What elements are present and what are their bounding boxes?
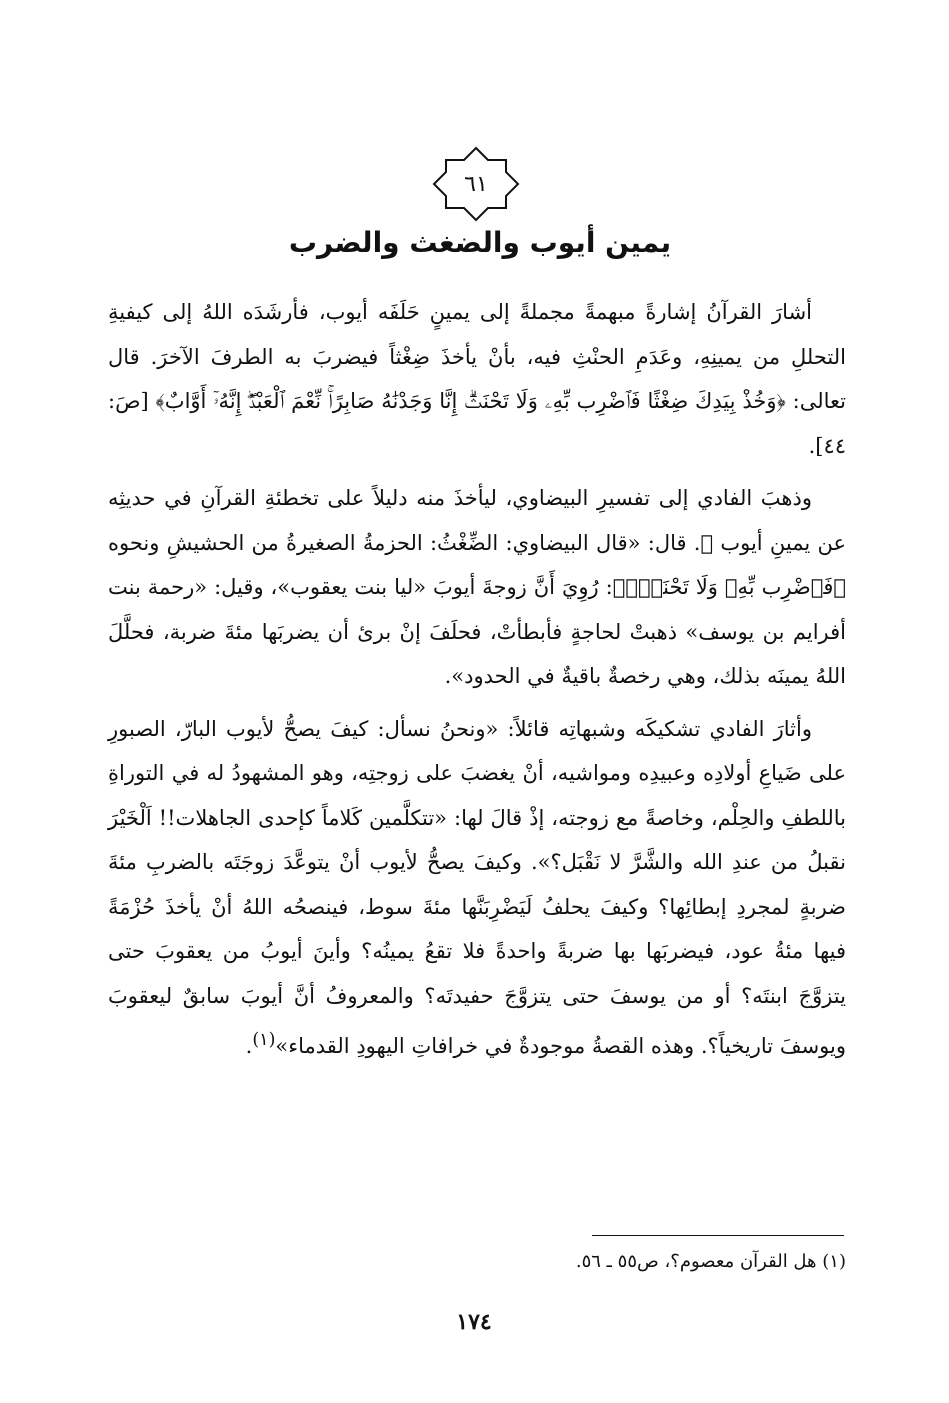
paragraph-text: : رُوِيَ أَنَّ زوجةَ أيوبَ «ليا بنت يعقوب»، وقيل: «رحمة بنت أفرايم بن يوسف» ذهبتْ لحاجةٍ فأبطأتْ، فحلَفَ إنْ برئ أن يضربَها مئةَ ضربة، فحلَّلَ اللهُ يمينَه بذلك، وهي رخصةٌ باقيةٌ في الحدود». xyxy=(108,575,846,688)
paragraph-text: وأثارَ الفادي تشكيكَه وشبهاتِه قائلاً: «ونحنُ نسأل: كيفَ يصحُّ لأيوب البارّ، الصبورِ على ضَياعِ أولادِه وعبيدِه ومواشيه، أنْ يغضبَ على زوجتِه، وهو المشهودُ له في التوراةِ باللطفِ والحِلْم، وخاصةً مع زوجته، إذْ قالَ لها: «تتكلَّمين كَلاماً كإحدى الجاهلات!! اَلْخَيْرَ نقبلُ من عندِ الله والشَّرَّ لا نَقْبَل؟». وكيفَ يصحُّ لأيوب أنْ يتوعَّدَ زوجَتَه بالضربِ مئةَ ضربةٍ لمجردِ إبطائِها؟ وكيفَ يحلفُ لَيَضْرِبَنَّها مئةَ سوط، فينصحُه اللهُ أنْ يأخذَ حُزْمَةً فيها مئةُ عود، فيضربَها بها ضربةً واحدةً فلا تقعُ يمينُه؟ وأينَ أيوبُ من يعقوبَ حتى يتزوَّجَ ابنتَه؟ أو من يوسفَ حتى يتزوَّجَ حفيدتَه؟ والمعروفُ أنَّ أيوبَ سابقٌ ليعقوبَ ويوسفَ تاريخياً؟. وهذه القصةُ موجودةٌ في خرافاتِ اليهودِ القدماء» xyxy=(108,716,847,1058)
paragraph-text: وذهبَ الفادي إلى تفسيرِ البيضاوي، ليأخذَ منه دليلاً على تخطئةِ القرآنِ في حديثِه عن يمينِ أيوب ﷺ. قال: «قال البيضاوي: الضِّغْثُ: الحزمةُ الصغيرةُ من الحشيشِ ونحوه xyxy=(108,486,846,555)
page-number: ١٧٤ xyxy=(456,1309,492,1335)
paragraph-text: [صَ: ٤٤]. xyxy=(108,389,846,458)
quran-quote: ﴿وَخُذْ بِيَدِكَ ضِغْثًا فَٱضْرِب بِّهِۦ وَلَا تَحْنَثْۗ إِنَّا وَجَدْنَٰهُ صَابِرًاۚ نِّعْمَ ٱلْعَبْدُۖ إِنَّهُۥٓ أَوَّابٌ﴾ xyxy=(155,389,786,413)
body-text xyxy=(108,290,846,1077)
paragraph-text: أشارَ القرآنُ إشارةً مبهمةً مجملةً إلى يمينٍ حَلَفَه أيوب، فأرشَدَه اللهُ إلى كيفيةِ التحللِ من يمينِهِ، وعَدَمِ الحنْثِ فيه، بأنْ يأخذَ ضِغْثاً فيضربَ به الطرفَ الآخرَ. قال تعالى: xyxy=(108,300,846,413)
chapter-number: ٦١ xyxy=(464,171,488,197)
chapter-badge xyxy=(430,146,522,222)
paragraph-end: . xyxy=(245,1034,253,1058)
footnote-marker[interactable]: (١) xyxy=(252,1030,276,1050)
paragraph-1 xyxy=(108,290,846,468)
footnote-divider xyxy=(592,1235,844,1236)
paragraph-2 xyxy=(108,476,846,699)
footnote: (١) هل القرآن معصوم؟، ص٥٥ ـ ٥٦. xyxy=(575,1251,846,1272)
chapter-title: يمين أيوب والضغث والضرب xyxy=(288,226,672,259)
paragraph-3 xyxy=(108,707,846,1069)
quran-quote: ﴿فَٱضْرِب بِّهِۦ وَلَا تَحْنَثْۗ﴾ xyxy=(612,575,846,599)
